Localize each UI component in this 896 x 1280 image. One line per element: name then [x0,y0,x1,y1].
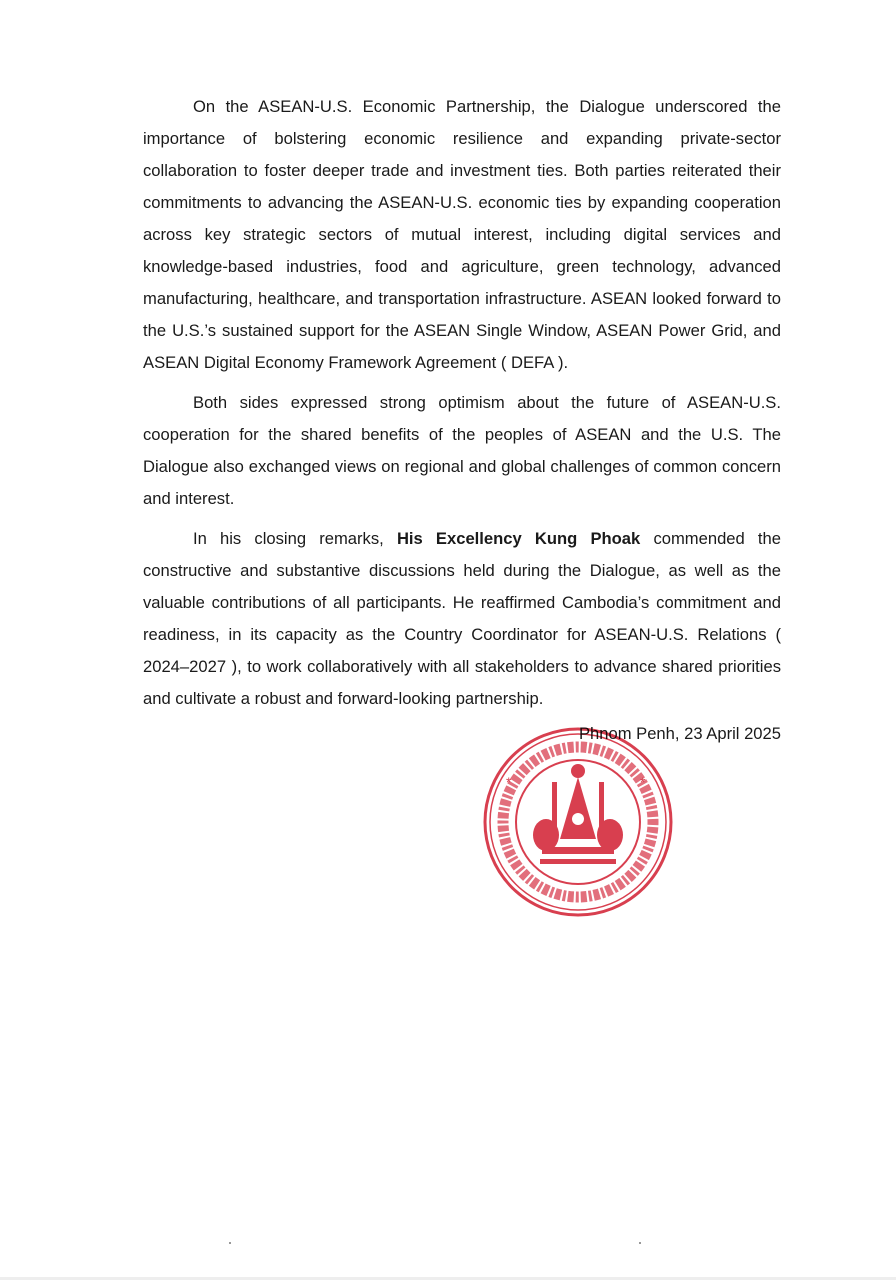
scan-mark [639,1242,641,1244]
closing-text-end: commended the constructive and substantive discussions held during the Dialogue, as well as the valuable contributions of all participants. He reaffirmed Cambodia’s commitment and readiness, in its capacity as the Country Coordinator for ASEAN-U.S. Relations ( 2024–2027 ), to work collaboratively with all stakeholders to advance shared priorities and cultivate a robust and forward-looking partnership. [143,529,781,708]
paragraph-closing-remarks [143,523,781,715]
scan-mark [229,1242,231,1244]
svg-text:*: * [506,774,512,790]
svg-text:*: * [640,774,646,790]
official-seal-stamp [480,727,680,922]
closing-text-start: In his closing remarks, [193,529,397,548]
paragraph-optimism: Both sides expressed strong optimism about the future of ASEAN-U.S. cooperation for the shared benefits of the peoples of ASEAN and the U.S. The Dialogue also exchanged views on regional and global challenges of common concern and interest. [143,393,781,508]
document-body [143,91,781,723]
speaker-name: His Excellency Kung Phoak [396,529,641,548]
paragraph-economic-partnership: On the ASEAN-U.S. Economic Partnership, the Dialogue underscored the importance of bolstering economic resilience and expanding private-sector collaboration to foster deeper trade and investment ties. Both parties reiterated their commitments to advancing the ASEAN-U.S. economic ties by expanding cooperation across key strategic sectors of mutual interest, including digital services and knowledge-based industries, food and agriculture, green technology, advanced manufacturing, healthcare, and transportation infrastructure. ASEAN looked forward to the U.S.’s sustained support for the ASEAN Single Window, ASEAN Power Grid, and ASEAN Digital Economy Framework Agreement ( DEFA ). [143,97,781,372]
date-line: Phnom Penh, 23 April 2025 [578,724,781,743]
